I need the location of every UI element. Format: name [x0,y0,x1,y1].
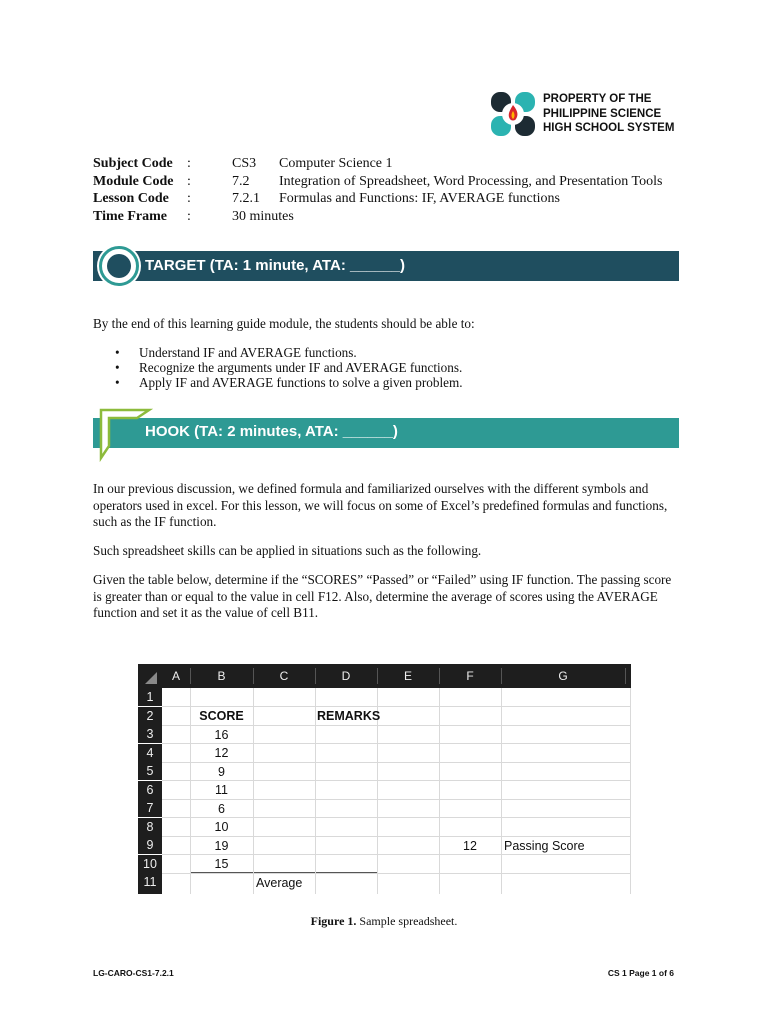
list-item-text: Apply IF and AVERAGE functions to solve a given problem. [139,375,463,390]
hook-paragraph-3 [93,572,683,622]
meta-code: 7.2.1 [232,191,260,206]
meta-label: Module Code [93,173,174,189]
bullet-icon: • [115,375,120,390]
paragraph-text: Such spreadsheet skills can be applied in situations such as the following. [93,543,482,558]
column-header-b[interactable]: B [217,669,226,683]
property-line: PROPERTY OF THE [543,93,652,105]
footer-page-number: CS 1 Page 1 of 6 [607,968,674,978]
row-header[interactable]: 7 [138,799,162,817]
list-item-text: Understand IF and AVERAGE functions. [139,345,357,360]
cell-c11-average-label[interactable]: Average [256,875,303,890]
column-header-g[interactable]: G [558,669,568,683]
target-intro: By the end of this learning guide module, the students should be able to: [93,316,475,331]
select-all-icon[interactable] [145,672,157,684]
bullet-icon: • [115,345,120,360]
meta-colon: : [187,173,191,189]
meta-label: Subject Code [93,156,173,171]
column-header-e[interactable]: E [403,669,412,683]
meta-colon: : [187,191,191,206]
caption-text: Sample spreadsheet. [356,914,458,928]
cell-score[interactable]: 10 [214,820,229,834]
cell-score[interactable]: 11 [215,783,228,797]
paragraph-text: Given the table below, determine if the “SCORES” “Passed” or “Failed” using IF function. The passing score is greater than or equal to the value in cell F12. Also, determine the average of scores using the AVERAGE function and set it as the value of cell B11. [93,572,672,621]
sample-spreadsheet [138,664,631,894]
cell-score[interactable]: 9 [218,764,225,779]
target-circle-icon [93,243,145,295]
row-header[interactable]: 5 [138,762,162,780]
column-header-a[interactable]: A [171,669,180,683]
objectives-list [93,345,463,390]
property-notice [543,92,674,136]
meta-colon: : [187,208,191,224]
cell-f9-passing-value[interactable]: 12 [463,838,477,853]
list-item [93,345,463,360]
footer-lesson-code: LG-CARO-CS1-7.2.1 [93,968,174,978]
property-line: PHILIPPINE SCIENCE [543,107,662,120]
row-header[interactable]: 4 [138,744,162,762]
column-header-f[interactable]: F [466,669,474,683]
property-line: HIGH SCHOOL SYSTEM [543,122,675,134]
meta-desc: Formulas and Functions: IF, AVERAGE functions [279,191,560,206]
cell-b2-score-header[interactable]: SCORE [199,709,244,723]
bullet-icon: • [115,360,120,375]
meta-desc: Integration of Spreadsheet, Word Processing, and Presentation Tools [279,173,663,189]
paragraph-text: In our previous discussion, we defined formula and familiarized ourselves with the different symbols and operators used in excel. For this lesson, we will focus on some of Excel’s predefined formulas and functions, such as the IF function. [93,481,668,530]
cell-score[interactable]: 12 [214,746,229,760]
meta-label: Lesson Code [93,191,169,206]
meta-code: 7.2 [232,173,250,189]
column-header-d[interactable]: D [341,669,351,683]
row-header[interactable]: 2 [138,707,162,725]
row-header[interactable]: 9 [138,836,162,854]
hook-title: HOOK (TA: 2 minutes, ATA: ______) [145,423,398,440]
meta-desc: Computer Science 1 [279,156,393,171]
meta-code: CS3 [232,156,257,171]
meta-label: Time Frame [93,208,167,224]
cell-d2-remarks-header[interactable]: REMARKS [317,709,381,723]
cell-g9-passing-label[interactable]: Passing Score [504,838,585,853]
column-header-c[interactable]: C [279,669,289,683]
caption-label: Figure 1. [310,914,357,928]
row-header[interactable]: 1 [138,688,162,706]
row-header[interactable]: 10 [138,855,162,873]
meta-colon: : [187,156,191,171]
list-item [93,375,463,390]
row-header[interactable]: 8 [138,818,162,836]
row-header[interactable]: 3 [138,725,162,743]
list-item-text: Recognize the arguments under IF and AVERAGE functions. [139,360,463,375]
pshs-logo [489,90,537,138]
hook-paragraph-2 [93,543,683,560]
row-header[interactable]: 11 [138,873,162,894]
cell-score[interactable]: 19 [214,838,229,853]
cell-score[interactable]: 6 [218,801,225,816]
cell-score[interactable]: 16 [214,727,229,742]
hook-paragraph-1 [93,481,683,531]
target-title: TARGET (TA: 1 minute, ATA: ______) [145,257,406,274]
cell-score[interactable]: 15 [214,857,229,871]
figure-caption [0,914,768,929]
row-header[interactable]: 6 [138,781,162,799]
meta-code: 30 minutes [232,208,294,224]
list-item [93,360,463,375]
